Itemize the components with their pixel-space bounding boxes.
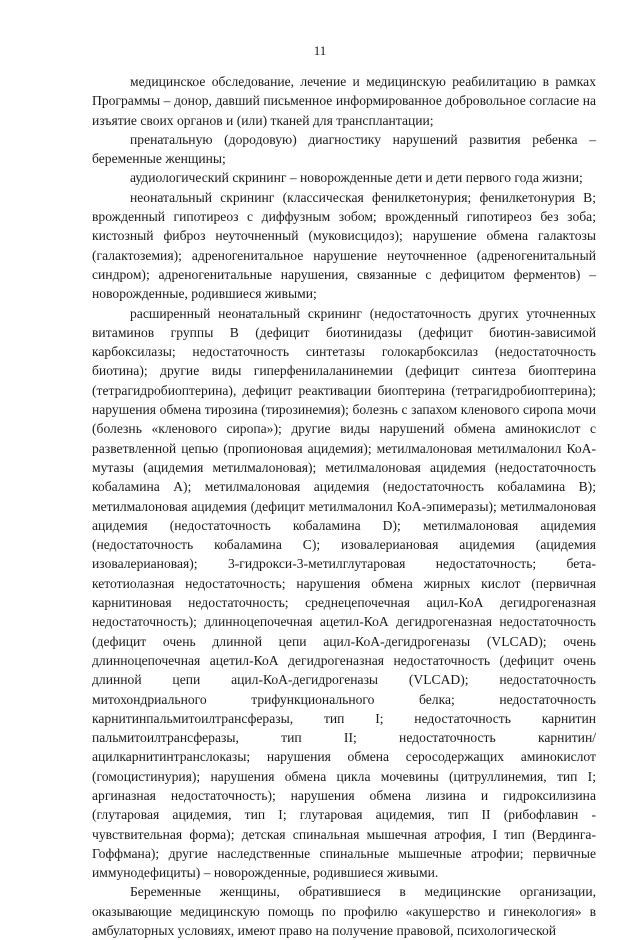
- paragraph-neonatal-screening: неонатальный скрининг (классическая фенилкетонурия; фенилкетонурия B; врожденный гипотиреоз с диффузным зобом; врожденный гипотиреоз без зоба; кистозный фиброз неуточненный (муковисцидоз); нарушение обмена галактозы (галактоземия); адреногенитальное нарушение неуточненное (адреногенитальный синдром); адреногенитальные нарушения, связанные с дефицитом ферментов) – новорожденные, родившиеся живыми;: [92, 189, 596, 302]
- paragraph-pregnant-women-rights: Беременные женщины, обратившиеся в медицинские организации, оказывающие медицинскую помощь по профилю «акушерство и гинекология» в амбулаторных условиях, имеют право на получение правовой, психологической: [92, 884, 596, 939]
- document-body: [92, 72, 596, 940]
- paragraph-extended-neonatal-screening: расширенный неонатальный скрининг (недостаточность других уточненных витаминов группы B (дефицит биотинидазы (дефицит биотин-зависимой карбоксилазы; недостаточность синтетазы голокарбоксилаз (недостаточность биотина); другие виды гиперфенилаланинемии (дефицит синтеза биоптерина (тетрагидробиоптерина), дефицит реактивации биоптерина (тетрагидробиоптерина); нарушения обмена тирозина (тирозинемия); болезнь с запахом кленового сиропа мочи (болезнь «кленового сиропа»); другие виды нарушений обмена аминокислот с разветвленной цепью (пропионовая ацидемия); метилмалоновая метилмалонил КоА-мутазы (ацидемия метилмалоновая); метилмалоновая ацидемия (недостаточность кобаламина A); метилмалоновая ацидемия (недостаточность кобаламина B); метилмалоновая ацидемия (дефицит метилмалонил КоА-эпимеразы); метилмалоновая ацидемия (недостаточность кобаламина D); метилмалоновая ацидемия (недостаточность кобаламина C); изовалериановая ацидемия (ацидемия изовалериановая); 3-гидрокси-3-метилглутаровая недостаточность; бета-кетотиолазная недостаточность; нарушения обмена жирных кислот (первичная карнитиновая недостаточность; среднецепочечная ацил-КоА дегидрогеназная недостаточность); длинноцепочечная ацетил-КоА дегидрогеназная недостаточность (дефицит очень длинной цепи ацил-КоА-дегидрогеназы (VLCAD); очень длинноцепочечная ацетил-КоА дегидрогеназная недостаточность (дефицит очень длинной цепи ацил-КоА-дегидрогеназы (VLCAD); недостаточность митохондриального трифункционального белка; недостаточность карнитинпальмитоилтрансферазы, тип I; недостаточность карнитин пальмитоилтрансферазы, тип II; недостаточность карнитин/ацилкарнитинтранслоказы; нарушения обмена серосодержащих аминокислот (гомоцистинурия); нарушения обмена цикла мочевины (цитруллинемия, тип I; аргиназная недостаточность); нарушения обмена лизина и гидроксилизина (глутаровая ацидемия, тип I; глутаровая ацидемия, тип II (рибофлавин - чувствительная форма); детская спинальная мышечная атрофия, I тип (Вердинга-Гоффмана); другие наследственные спинальные мышечные атрофии; первичные иммунодефициты) – новорожденные, родившиеся живыми.: [92, 305, 596, 881]
- paragraph-donor: медицинское обследование, лечение и медицинскую реабилитацию в рамках Программы – донор, давший письменное информированное добровольное согласие на изъятие своих органов и (или) тканей для трансплантации;: [92, 74, 596, 128]
- paragraph-audiological-screening: аудиологический скрининг – новорожденные дети и дети первого года жизни;: [130, 170, 583, 186]
- paragraph-prenatal-diagnostics: пренатальную (дородовую) диагностику нарушений развития ребенка – беременные женщины;: [92, 131, 596, 167]
- page-number: 11: [313, 43, 327, 58]
